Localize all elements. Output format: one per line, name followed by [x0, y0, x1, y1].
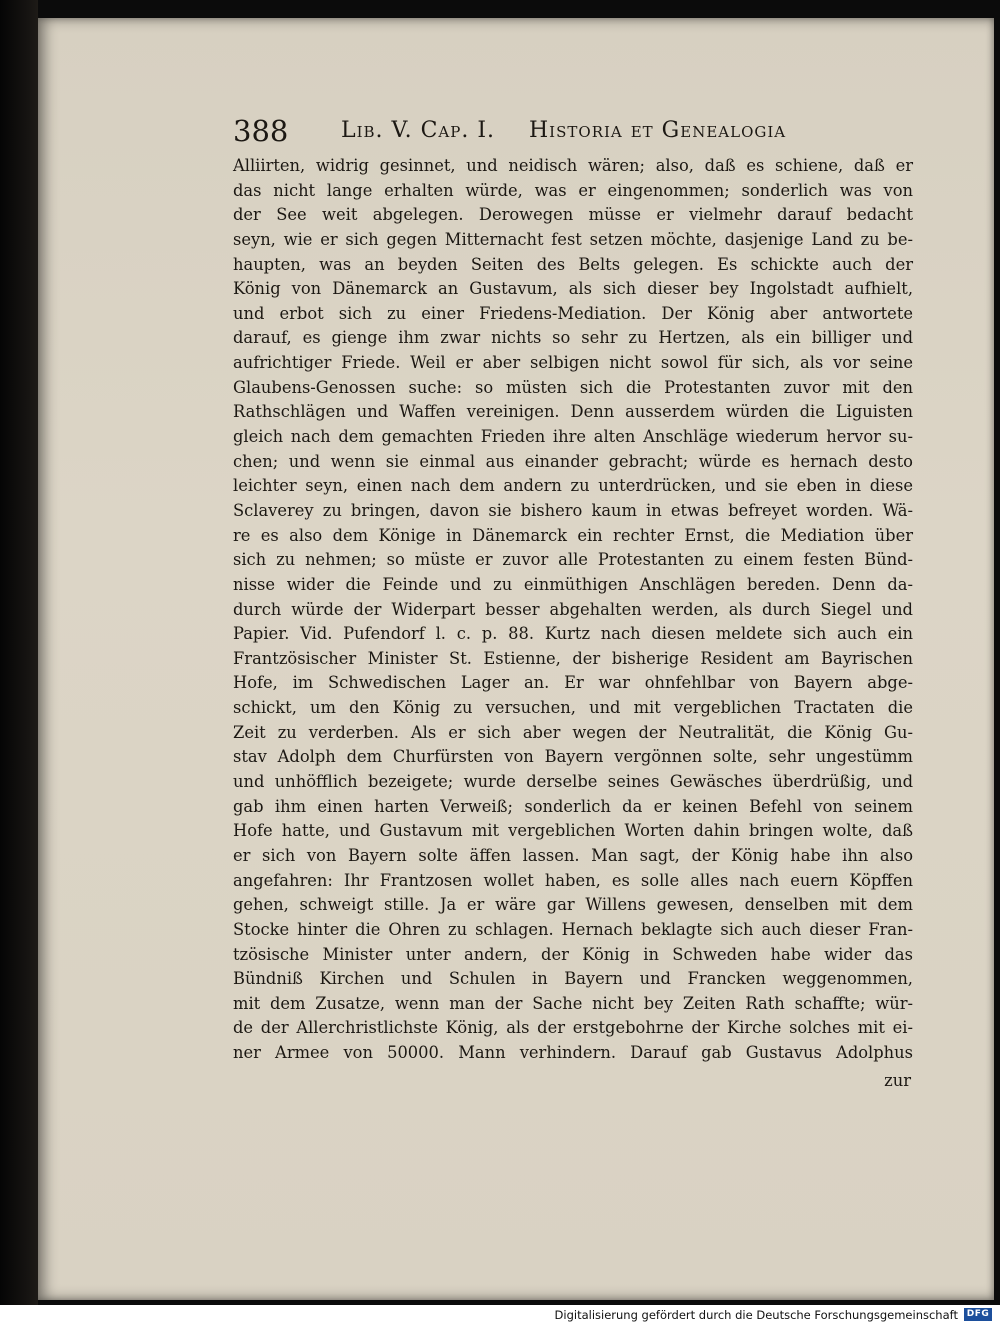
text-line: haupten, was an beyden Seiten des Belts gelegen. Es schickte auch der	[233, 254, 913, 274]
text-line: König von Dänemarck an Gustavum, als sich dieser bey Ingolstadt aufhielt,	[233, 279, 913, 299]
text-line: Rathschlägen und Waffen vereinigen. Denn ausserdem würden die Liguisten	[233, 402, 913, 422]
text-line: seyn, wie er sich gegen Mitternacht fest setzen möchte, dasjenige Land zu be-	[233, 229, 913, 249]
text-line: aufrichtiger Friede. Weil er aber selbigen nicht sowol für sich, als vor seine	[233, 353, 913, 373]
text-line: re es also dem Könige in Dänemarck ein rechter Ernst, die Mediation über	[233, 525, 913, 545]
page-number: 388	[233, 114, 289, 148]
text-line: tzösische Minister unter andern, der König in Schweden habe wider das	[233, 944, 913, 964]
book-spine-edge	[0, 0, 38, 1305]
text-line: de der Allerchristlichste König, als der erstgebohrne der Kirche solches mit ei-	[233, 1018, 913, 1038]
dfg-logo: DFG	[964, 1308, 992, 1321]
page-content	[233, 114, 913, 1094]
text-line: chen; und wenn sie einmal aus einander gebracht; würde es hernach desto	[233, 451, 913, 471]
text-line: der See weit abgelegen. Derowegen müsse er vielmehr darauf bedacht	[233, 205, 913, 225]
text-line: Hofe hatte, und Gustavum mit vergeblichen Worten dahin bringen wolte, daß	[233, 821, 913, 841]
text-line: Zeit zu verderben. Als er sich aber wegen der Neutralität, die König Gu-	[233, 722, 913, 742]
catchword: zur	[884, 1070, 911, 1090]
text-line: Sclaverey zu bringen, davon sie bishero kaum in etwas befreyet worden. Wä-	[233, 500, 913, 520]
text-line: gehen, schweigt stille. Ja er wäre gar Willens gewesen, denselben mit dem	[233, 895, 913, 915]
text-line: angefahren: Ihr Frantzosen wollet haben, es solle alles nach euern Köpffen	[233, 870, 913, 890]
text-line: mit dem Zusatze, wenn man der Sache nicht bey Zeiten Rath schaffte; wür-	[233, 993, 913, 1013]
book-page	[38, 18, 994, 1300]
text-line: ner Armee von 50000. Mann verhindern. Darauf gab Gustavus Adolphus	[233, 1043, 913, 1063]
text-line: Papier. Vid. Pufendorf l. c. p. 88. Kurtz nach diesen meldete sich auch ein	[233, 624, 913, 644]
text-line: gleich nach dem gemachten Frieden ihre alten Anschläge wiederum hervor su-	[233, 427, 913, 447]
text-line: stav Adolph dem Churfürsten von Bayern vergönnen solte, sehr ungestümm	[233, 747, 913, 767]
running-head	[233, 114, 913, 154]
text-line: und unhöfflich bezeigete; wurde derselbe seines Gewäsches überdrüßig, und	[233, 772, 913, 792]
text-line: und erbot sich zu einer Friedens-Mediation. Der König aber antwortete	[233, 303, 913, 323]
running-head-section: Lib. V. Cap. I.	[341, 118, 496, 143]
text-line: durch würde der Widerpart besser abgehalten werden, als durch Siegel und	[233, 599, 913, 619]
text-line: sich zu nehmen; so müste er zuvor alle Protestanten zu einem festen Bünd-	[233, 550, 913, 570]
text-line: schickt, um den König zu versuchen, und mit vergeblichen Tractaten die	[233, 698, 913, 718]
body-text	[233, 154, 913, 1066]
text-line: Frantzösischer Minister St. Estienne, der bisherige Resident am Bayrischen	[233, 648, 913, 668]
text-line: Bündniß Kirchen und Schulen in Bayern und Francken weggenommen,	[233, 969, 913, 989]
text-line: darauf, es gienge ihm zwar nichts so sehr zu Hertzen, als ein billiger und	[233, 328, 913, 348]
running-head-title: Historia et Genealogia	[529, 118, 787, 143]
text-line: Hofe, im Schwedischen Lager an. Er war ohnfehlbar von Bayern abge-	[233, 673, 913, 693]
digitization-credit: Digitalisierung gefördert durch die Deutsche Forschungsgemeinschaft	[554, 1308, 958, 1322]
text-line: nisse wider die Feinde und zu einmüthigen Anschlägen bereden. Denn da-	[233, 574, 913, 594]
text-line: Alliirten, widrig gesinnet, und neidisch wären; also, daß es schiene, daß er	[233, 156, 913, 175]
text-line: Stocke hinter die Ohren zu schlagen. Hernach beklagte sich auch dieser Fran-	[233, 919, 913, 939]
text-line: gab ihm einen harten Verweiß; sonderlich da er keinen Befehl von seinem	[233, 796, 913, 816]
text-line: Glaubens-Genossen suche: so müsten sich die Protestanten zuvor mit den	[233, 377, 913, 397]
text-line: er sich von Bayern solte äffen lassen. Man sagt, der König habe ihn also	[233, 845, 913, 865]
text-line: das nicht lange erhalten würde, was er eingenommen; sonderlich was von	[233, 180, 913, 200]
text-line: leichter seyn, einen nach dem andern zu unterdrücken, und sie eben in diese	[233, 476, 913, 496]
